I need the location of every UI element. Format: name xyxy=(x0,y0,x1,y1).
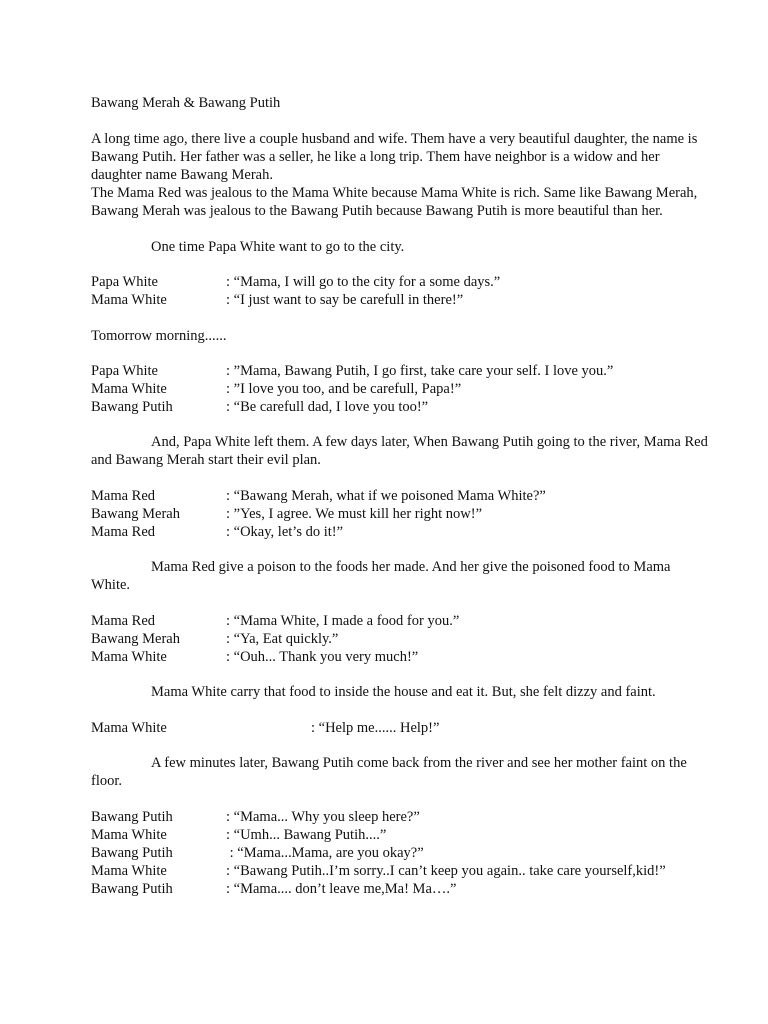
dialogue-text: : “Ouh... Thank you very much!” xyxy=(226,649,419,665)
dialogue-line xyxy=(91,398,428,416)
dialogue-text: : “Okay, let’s do it!” xyxy=(226,524,344,540)
dialogue-line xyxy=(91,808,420,826)
dialogue-text: : “Bawang Merah, what if we poisoned Mama White?” xyxy=(226,488,546,504)
dialogue-line xyxy=(91,844,424,862)
speaker-name: Mama White xyxy=(91,381,167,397)
dialogue-line xyxy=(91,880,456,898)
dialogue-line xyxy=(91,826,386,844)
dialogue-line xyxy=(91,291,463,309)
dialogue-line xyxy=(91,273,500,291)
dialogue-line xyxy=(91,505,482,523)
narration-paragraph: Mama Red give a poison to the foods her made. And her give the poisoned food to Mama White. xyxy=(91,559,671,593)
dialogue-text: : “Mama, I will go to the city for a some days.” xyxy=(226,274,501,290)
speaker-name: Papa White xyxy=(91,363,158,379)
dialogue-line xyxy=(91,862,666,880)
speaker-name: Mama White xyxy=(91,720,167,736)
speaker-name: Bawang Putih xyxy=(91,881,173,897)
dialogue-line xyxy=(91,487,546,505)
speaker-name: Bawang Merah xyxy=(91,631,180,647)
speaker-name: Mama Red xyxy=(91,613,156,629)
dialogue-text: : “Mama...Mama, are you okay?” xyxy=(226,845,424,861)
dialogue-text: : “Ya, Eat quickly.” xyxy=(226,631,339,647)
dialogue-line xyxy=(91,380,461,398)
narration-paragraph: And, Papa White left them. A few days later, When Bawang Putih going to the river, Mama Red and Bawang Merah start their evil plan. xyxy=(91,434,708,468)
narration-paragraph: One time Papa White want to go to the city. xyxy=(151,239,405,255)
dialogue-line xyxy=(91,612,459,630)
dialogue-text: : “Be carefull dad, I love you too!” xyxy=(226,399,429,415)
speaker-name: Mama Red xyxy=(91,524,156,540)
dialogue-line xyxy=(91,719,439,737)
dialogue-line xyxy=(91,362,613,380)
dialogue-line xyxy=(91,630,338,648)
speaker-name: Mama White xyxy=(91,863,167,879)
speaker-name: Mama White xyxy=(91,827,167,843)
dialogue-text: : “Umh... Bawang Putih....” xyxy=(226,827,387,843)
speaker-name: Bawang Putih xyxy=(91,809,173,825)
speaker-name: Papa White xyxy=(91,274,158,290)
speaker-name: Mama Red xyxy=(91,488,156,504)
dialogue-text: : “Bawang Putih..I’m sorry..I can’t keep you again.. take care yourself,kid!” xyxy=(226,863,666,879)
speaker-name: Mama White xyxy=(91,292,167,308)
speaker-name: Bawang Putih xyxy=(91,399,173,415)
speaker-name: Mama White xyxy=(91,649,167,665)
story-title: Bawang Merah & Bawang Putih xyxy=(91,95,281,111)
intro-paragraph-1: A long time ago, there live a couple husband and wife. Them have a very beautiful daughter, the name is Bawang Putih. Her father was a seller, he like a long trip. Them have neighbor is a widow and her daughter name Bawang Merah. xyxy=(91,131,698,183)
dialogue-text: : “I just want to say be carefull in there!” xyxy=(226,292,464,308)
speaker-name: Bawang Putih xyxy=(91,845,173,861)
dialogue-text: : ”I love you too, and be carefull, Papa!” xyxy=(226,381,462,397)
narration-paragraph: A few minutes later, Bawang Putih come back from the river and see her mother faint on the floor. xyxy=(91,755,687,789)
dialogue-text: : “Mama White, I made a food for you.” xyxy=(226,613,460,629)
narration-paragraph: Mama White carry that food to inside the house and eat it. But, she felt dizzy and faint. xyxy=(151,684,656,700)
dialogue-line xyxy=(91,523,343,541)
speaker-name: Bawang Merah xyxy=(91,506,180,522)
dialogue-text: : ”Yes, I agree. We must kill her right now!” xyxy=(226,506,483,522)
dialogue-line xyxy=(91,648,418,666)
dialogue-text: : “Help me...... Help!” xyxy=(311,720,440,736)
dialogue-text: : “Mama... Why you sleep here?” xyxy=(226,809,420,825)
intro-paragraph-2: The Mama Red was jealous to the Mama White because Mama White is rich. Same like Bawang Merah, Bawang Merah was jealous to the Bawang Putih because Bawang Putih is more beautiful than her. xyxy=(91,185,698,219)
dialogue-text: : “Mama.... don’t leave me,Ma! Ma….” xyxy=(226,881,457,897)
dialogue-text: : ”Mama, Bawang Putih, I go first, take care your self. I love you.” xyxy=(226,363,614,379)
narration-paragraph: Tomorrow morning...... xyxy=(91,328,227,344)
